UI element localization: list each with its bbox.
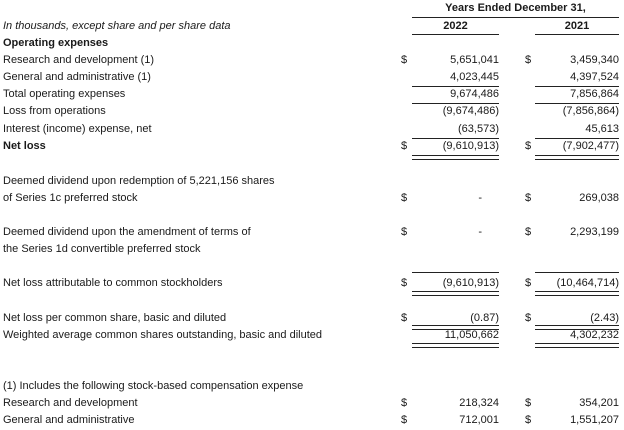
value-2022-weighted-average-shares: 11,050,662 [444,329,499,341]
value-2021-weighted-average-shares: 4,302,232 [570,329,619,341]
footnote-value-2022-general-and-administrative: 712,001 [459,414,499,426]
value-2021-general-and-administrative: 4,397,524 [570,71,619,83]
row-label-deemed-dividend-redemption-line2: of Series 1c preferred stock [3,192,138,204]
row-label-general-and-administrative: General and administrative (1) [3,71,151,83]
dollar-sign: $ [401,140,408,152]
net-loss-double-underline-2022 [412,155,499,160]
value-2021-net-loss-per-share: (2.43) [590,312,619,324]
row-label-loss-from-operations: Loss from operations [3,105,106,117]
footnote-value-2021-general-and-administrative: 1,551,207 [570,414,619,426]
total-underline-2022 [412,103,499,104]
value-2022-net-loss-common: (9,610,913) [442,277,499,289]
value-2022-net-loss: (9,610,913) [442,140,499,152]
interest-underline-2021 [535,138,619,139]
footnote-value-2021-research-and-development: 354,201 [579,397,619,409]
value-2021-interest-expense: 45,613 [585,123,619,135]
value-2022-deemed-dividend-amendment: - [478,226,482,238]
value-2022-net-loss-per-share: (0.87) [470,312,499,324]
dollar-sign: $ [401,277,408,289]
dollar-sign: $ [525,140,532,152]
dollar-sign: $ [525,312,532,324]
value-2021-loss-from-operations: (7,856,864) [562,105,619,117]
row-label-net-loss: Net loss [3,140,46,152]
dollar-sign: $ [525,192,532,204]
column-header-2022: 2022 [443,20,468,32]
value-2021-deemed-dividend-redemption: 269,038 [579,192,619,204]
shares-double-underline-2022 [412,343,499,348]
period-header-underline [412,17,619,18]
row-label-weighted-average-shares: Weighted average common shares outstanding, basic and diluted [3,329,322,341]
subtotal-underline-2022 [412,86,499,87]
footnote-value-2022-research-and-development: 218,324 [459,397,499,409]
row-label-net-loss-common: Net loss attributable to common stockholders [3,277,223,289]
dollar-sign: $ [525,277,532,289]
value-2021-net-loss: (7,902,477) [562,140,619,152]
subtotal-underline-2021 [535,86,619,87]
value-2021-research-and-development: 3,459,340 [570,54,619,66]
value-2022-loss-from-operations: (9,674,486) [442,105,499,117]
row-label-deemed-dividend-amendment-line2: the Series 1d convertible preferred stock [3,243,201,255]
dollar-sign: $ [401,414,408,426]
dollar-sign: $ [525,414,532,426]
net-loss-common-overline-2022 [412,272,499,273]
dollar-sign: $ [401,312,408,324]
column-header-2021: 2021 [564,20,590,32]
column-2022-underline [412,34,499,35]
net-loss-common-double-underline-2021 [535,291,619,296]
total-underline-2021 [535,103,619,104]
net-loss-double-underline-2021 [535,155,619,160]
value-2021-deemed-dividend-amendment: 2,293,199 [570,226,619,238]
net-loss-common-overline-2021 [535,272,619,273]
shares-double-underline-2021 [535,343,619,348]
dollar-sign: $ [401,54,408,66]
net-loss-common-double-underline-2022 [412,291,499,296]
row-label-total-operating-expenses: Total operating expenses [3,88,126,100]
value-2022-research-and-development: 5,651,041 [450,54,499,66]
dollar-sign: $ [401,397,408,409]
value-2021-net-loss-common: (10,464,714) [556,277,619,289]
value-2022-total-operating-expenses: 9,674,486 [450,88,499,100]
value-2021-total-operating-expenses: 7,856,864 [570,88,619,100]
value-2022-general-and-administrative: 4,023,445 [450,71,499,83]
column-2021-underline [535,34,619,35]
row-label-research-and-development: Research and development (1) [3,54,155,66]
dollar-sign: $ [525,54,532,66]
row-label-net-loss-per-share: Net loss per common share, basic and diluted [3,312,227,324]
row-label-interest-expense: Interest (income) expense, net [3,123,152,135]
dollar-sign: $ [401,226,408,238]
footnote-label-general-and-administrative: General and administrative [3,414,135,426]
dollar-sign: $ [401,192,408,204]
value-2022-interest-expense: (63,573) [458,123,499,135]
footnote-label-research-and-development: Research and development [3,397,138,409]
footnote-title: (1) Includes the following stock-based compensation expense [3,380,304,392]
period-header: Years Ended December 31, [445,2,586,14]
units-note: In thousands, except share and per share data [3,20,231,32]
row-label-deemed-dividend-redemption-line1: Deemed dividend upon redemption of 5,221,156 shares [3,175,275,187]
value-2022-deemed-dividend-redemption: - [478,192,482,204]
dollar-sign: $ [525,397,532,409]
interest-underline-2022 [412,138,499,139]
dollar-sign: $ [525,226,532,238]
operating-expenses-heading: Operating expenses [3,37,109,49]
row-label-deemed-dividend-amendment-line1: Deemed dividend upon the amendment of terms of [3,226,251,238]
